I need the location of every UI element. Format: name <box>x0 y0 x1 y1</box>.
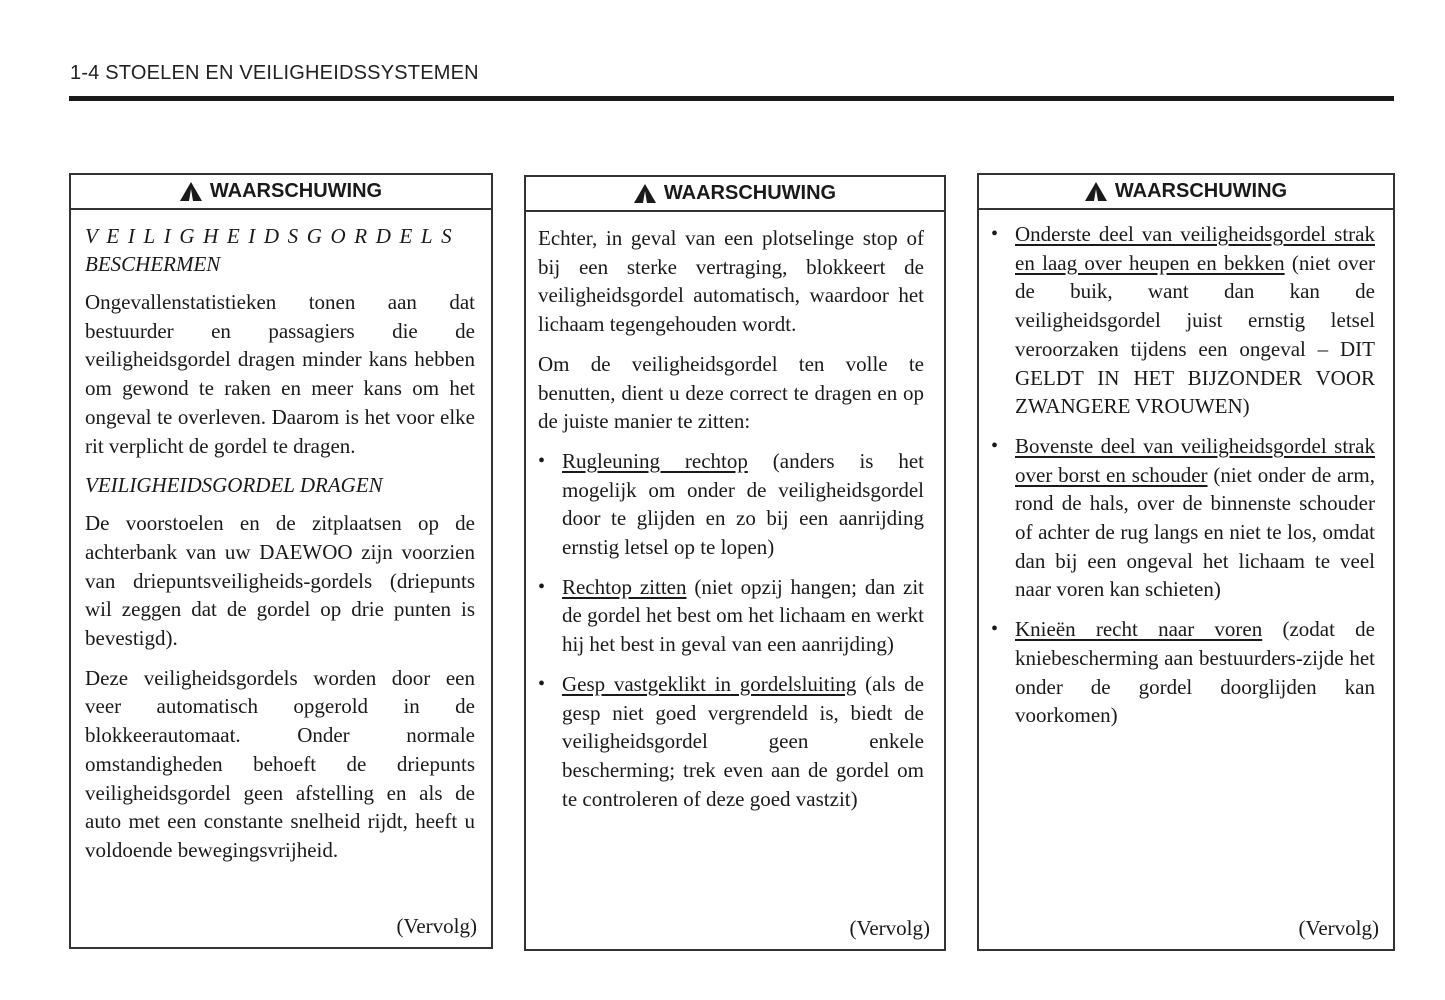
warning-label: WAARSCHUWING <box>209 180 383 202</box>
list-item <box>538 573 924 659</box>
page-header-title: 1-4 STOELEN EN VEILIGHEIDSSYSTEMEN <box>70 62 479 84</box>
list-item <box>538 447 924 562</box>
list-item-emphasis: Knieën recht naar voren <box>1015 617 1263 642</box>
warning-box-2 <box>524 175 946 951</box>
continued-label: (Vervolg) <box>849 916 930 940</box>
list-item-emphasis: Rechtop zitten <box>562 574 687 599</box>
warning-header <box>71 175 491 210</box>
header-rule <box>69 96 1394 101</box>
list-item-emphasis: Onderste deel van veiligheidsgordel strak en laag over heupen en bekken <box>1015 222 1375 275</box>
list-item <box>991 615 1375 730</box>
list-item-emphasis: Gesp vastgeklikt in gordelsluiting <box>562 671 857 696</box>
warning-box-3 <box>977 173 1395 951</box>
list-item-text: (zodat de kniebescherming aan bestuurders-zijde het onder de gordel doorglijden kan voorkomen) <box>1015 617 1375 728</box>
warning-label: WAARSCHUWING <box>1114 180 1288 202</box>
list-item-text: (niet over de buik, want dan kan de veiligheidsgordel juist ernstig letsel veroorzaken tijdens een ongeval – DIT GELDT IN HET BIJZONDER VOOR ZWANGERE VROUWEN) <box>1015 250 1376 419</box>
warning-triangle-icon <box>180 182 202 201</box>
list-item-emphasis: Rugleuning rechtop <box>562 448 748 473</box>
section-heading: VEILIGHEIDSGORDEL DRAGEN <box>85 473 383 498</box>
warning-box-1 <box>69 173 493 949</box>
bullet-list <box>538 447 924 813</box>
list-item <box>991 432 1375 604</box>
continued-label: (Vervolg) <box>396 914 477 938</box>
list-item <box>991 220 1375 421</box>
warning-triangle-icon <box>634 184 656 203</box>
warning-triangle-icon <box>1085 182 1107 201</box>
section-heading: VEILIGHEIDSGORDELS <box>85 224 461 248</box>
list-item-text: (niet onder de arm, rond de hals, over de binnenste schouder of achter de rug langs en niet te los, omdat dan bij een ongeval het lichaam te veel naar voren kan schieten) <box>1015 462 1375 602</box>
paragraph: Echter, in geval van een plotselinge stop of bij een sterke vertraging, blokkeert de veiligheidsgordel automatisch, waardoor het lichaam tegengehouden wordt. <box>538 226 924 337</box>
warning-header <box>526 177 944 212</box>
list-item <box>538 670 924 814</box>
paragraph: Deze veiligheidsgordels worden door een veer automatisch opgerold in de blokkeerautomaat. Onder normale omstandigheden behoeft de driepunts veiligheidsgordel geen afstelling en als de auto met een constante snelheid rijdt, heeft u voldoende bewegingsvrijheid. <box>85 665 475 862</box>
paragraph: De voorstoelen en de zitplaatsen op de achterbank van uw DAEWOO zijn voorzien van driepuntsveiligheids-gordels (driepunts wil zeggen dat de gordel op drie punten is bevestigd). <box>85 511 475 651</box>
section-heading-cont: BESCHERMEN <box>85 252 221 276</box>
list-item-text: (niet opzij hangen; dan zit de gordel het best om het lichaam en werkt hij het best in geval van een aanrijding) <box>562 574 924 657</box>
warning-header <box>979 175 1393 210</box>
bullet-list <box>991 220 1375 730</box>
list-item-text: (als de gesp niet goed vergrendeld is, biedt de veiligheidsgordel geen enkele bescherming; trek even aan de gordel om te controleren of deze goed vastzit) <box>562 671 924 811</box>
list-item-text: (anders is het mogelijk om onder de veiligheidsgordel door te glijden en zo bij een aanrijding ernstig letsel op te lopen) <box>562 448 924 560</box>
paragraph: Om de veiligheidsgordel ten volle te benutten, dient u deze correct te dragen en op de juiste manier te zitten: <box>538 351 924 434</box>
paragraph: Ongevallenstatistieken tonen aan dat bestuurder en passagiers die de veiligheidsgordel dragen minder kans hebben om gewond te raken en meer kans om het ongeval te overleven. Daarom is het voor elke rit verplicht de gordel te dragen. <box>85 290 475 458</box>
list-item-emphasis: Bovenste deel van veiligheidsgordel strak over borst en schouder <box>1015 433 1375 487</box>
warning-label: WAARSCHUWING <box>663 182 837 204</box>
continued-label: (Vervolg) <box>1298 916 1379 940</box>
